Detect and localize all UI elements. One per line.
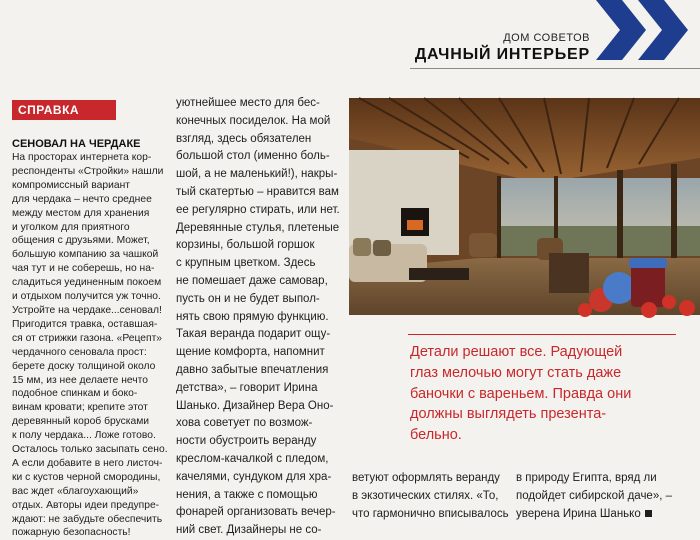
text-line: шой, а не маленький!), накры- [176,168,338,181]
text-line: креслом-качалкой с пледом, [176,452,329,465]
sidebar-badge: СПРАВКА [12,100,116,120]
text-line: с крупным цветком. Здесь [176,257,316,270]
caption-line: бельно. [410,427,462,444]
text-line: уютнейшее место для бес- [176,97,320,109]
text-line: респонденты «Стройки» нашли [12,165,164,177]
text-line: Такая веранда подарит ощу- [176,328,331,341]
article-column-continued [352,470,512,523]
text-line: подойдет сибирской даче», – [516,489,673,502]
section-title: ДАЧНЫЙ ИНТЕРЬЕР [414,46,590,63]
text-line: и уголком для приятного [12,221,130,233]
text-line: сладиться уединенным покоем [12,277,162,289]
text-line: взгляд, здесь обязателен [176,132,312,145]
text-line: нения, а также с помощью [176,488,318,501]
text-line: Шанько. Дизайнер Вера Оно- [176,399,334,412]
caption-line: Детали решают все. Радующей [410,344,623,360]
text-line: к полу чердака... Ложе готово. [12,430,156,442]
text-line: общения с друзьями. Может, [12,235,150,247]
veranda-photo [349,98,700,315]
caption-line: баночки с вареньем. Правда они [410,385,632,402]
end-of-article-mark [645,510,652,517]
sidebar-text [12,151,168,539]
text-line: хова советует по возмож- [176,417,313,430]
text-line: На просторах интернета кор- [12,152,152,163]
text-line: детства», – говорит Ирина [176,381,318,394]
text-line: А если добавите в него листоч- [12,457,163,469]
text-line: качелями, сундуком для хра- [176,470,332,483]
text-line: деревянный короб брусками [12,416,150,428]
caption-line: глаз мелочью могут стать даже [410,364,622,381]
text-line: ся от стрижки газона. «Рецепт» [12,332,163,344]
text-line: ее регулярно стирать, или нет. [176,203,340,216]
header-rule [410,68,700,69]
text-line: 15 мм, из нее делаете нечто [12,374,148,386]
text-line: Пригодится травка, оставшая- [12,318,158,330]
text-line: ждают: не забудьте обеспечить [12,513,163,525]
text-line: корзины, большой горшок [176,239,315,252]
text-line-last [516,506,700,524]
text-line: в экзотических стилях. «То, [352,489,499,502]
text-line: и отдыхом получится уж точно. [12,291,161,303]
text-line: конечных посиделок. На мой [176,114,331,127]
text-line: ний свет. Дизайнеры не со- [176,524,322,537]
text-line: не помешает даже самовар, [176,274,328,287]
photo-caption [410,342,700,446]
text-line: щение комфорта, напомнит [176,346,325,359]
text-line: чая тут и не соберешь, но на- [12,263,155,275]
text-line: Осталось только засыпать сено. [12,444,168,456]
text-line: фонарей организовать вечер- [176,506,336,519]
text-line: пусть он и не будет выпол- [176,292,320,305]
section-kicker: ДОМ СОВЕТОВ [503,32,590,44]
text-line: между местом для хранения [12,207,150,219]
text-line: Устройте на чердаке...сеновал! [12,304,162,316]
text-line: винам кровати; крепите этот [12,402,148,414]
text-line: уверена Ирина Шанько [516,507,641,520]
text-line: ветуют оформлять веранду [352,472,500,484]
article-column-final [516,470,700,523]
text-line: большую компанию за чашкой [12,249,159,261]
chevron-logo-icon [592,0,700,60]
caption-rule [408,334,676,335]
text-line: тый скатертью – нравится вам [176,185,339,198]
text-line: что гармонично вписывалось [352,507,509,520]
text-line: большой стол (именно боль- [176,150,330,163]
text-line: компромиссный вариант [12,179,130,191]
sidebar-heading: СЕНОВАЛ НА ЧЕРДАКЕ [12,138,141,150]
text-line: пожарную безопасность! [12,527,131,539]
text-line: ности обустроить веранду [176,435,317,448]
text-line: для чердака – нечто среднее [12,193,152,205]
text-line: отдых. Авторы идеи предупре- [12,499,160,511]
text-line: чердачного сеновала прост: [12,346,147,358]
text-line: Деревянные стулья, плетеные [176,221,340,234]
text-line: подобное спинкам и боко- [12,388,138,400]
text-line: нять свою прямую функцию. [176,310,329,323]
text-line: давно забытые впечатления [176,363,329,376]
text-line: берете доску толщиной около [12,360,156,372]
text-line: ки с кустов черной смородины, [12,471,161,483]
article-column [176,95,342,540]
text-line: вас ждет «благоухающий» [12,485,139,497]
caption-line: должны выглядеть презента- [410,406,607,423]
text-line: в природу Египта, вряд ли [516,472,657,484]
